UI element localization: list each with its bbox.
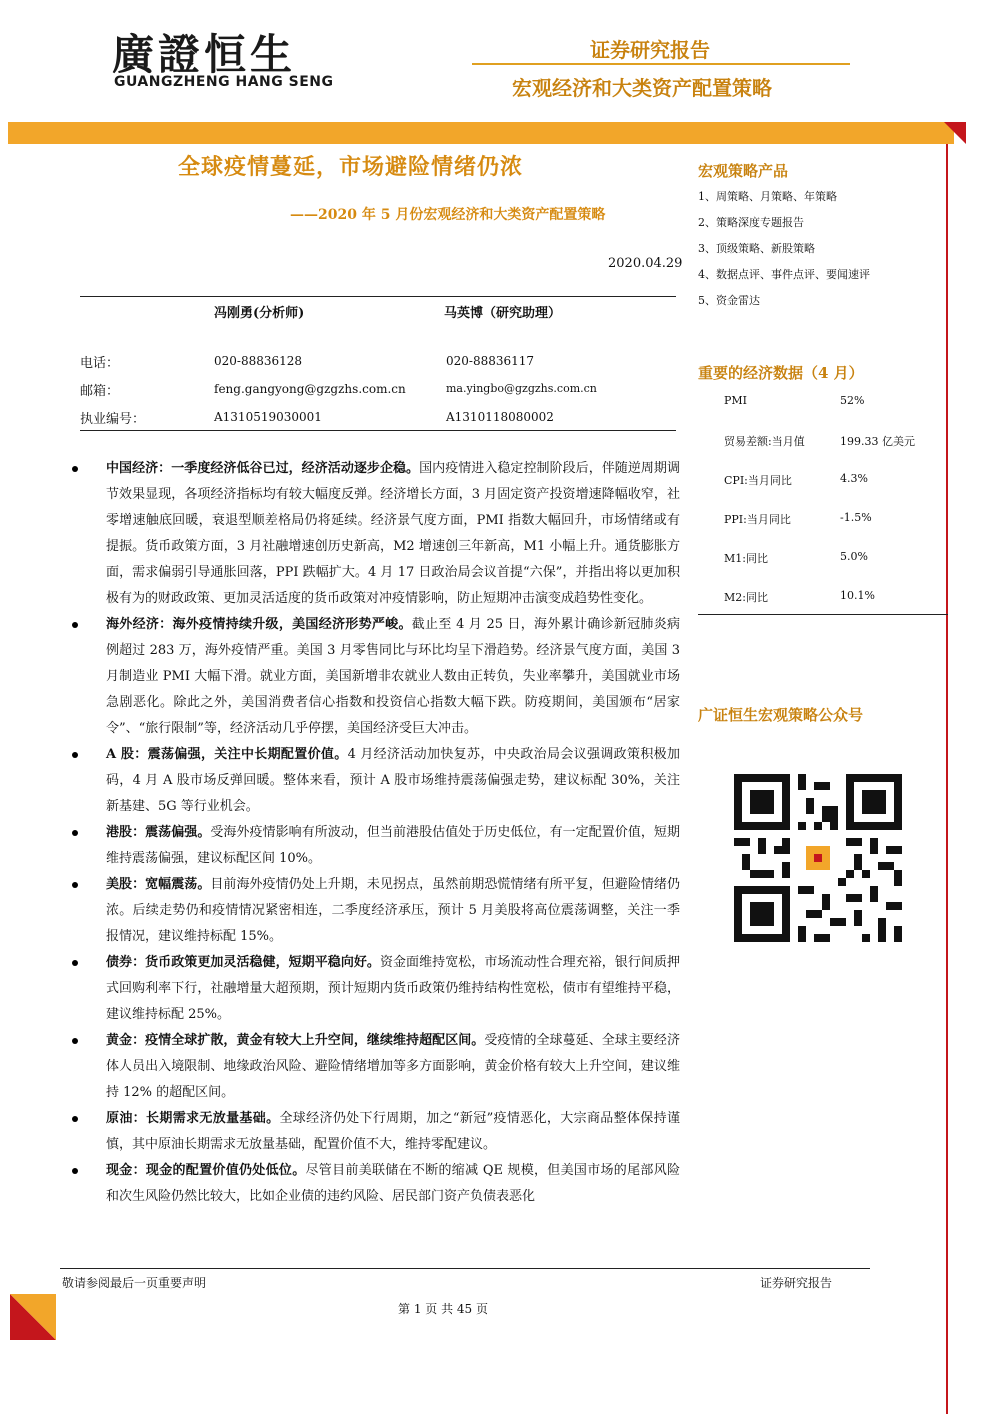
wechat-title: 广证恒生宏观策略公众号 [698,706,864,724]
bullet-dot-icon [72,466,78,472]
analyst-1-cert: A1310519030001 [214,410,322,424]
email-label: 邮箱： [80,384,120,399]
cert-label: 执业编号： [80,412,146,427]
header-band [8,122,954,144]
bullet-dot-icon [72,1168,78,1174]
bullet-dot-icon [72,960,78,966]
phone-label: 电话： [80,356,120,371]
footer-disclaimer: 敬请参阅最后一页重要声明 [62,1276,207,1290]
page-number: 第 1 页 共 45 页 [398,1302,488,1316]
product-item: 3、顶级策略、新股策略 [698,242,815,255]
product-item: 2、策略深度专题报告 [698,216,804,229]
product-item: 5、资金雷达 [698,294,760,307]
products-title: 宏观策略产品 [698,162,789,180]
bullet-dot-icon [72,752,78,758]
analyst-1-phone: 020-88836128 [214,354,303,368]
analyst-2-phone: 020-88836117 [446,354,535,368]
analyst-2-name: 马英博（研究助理） [444,306,562,321]
econ-table-rule [698,614,948,615]
qr-code-icon [734,774,902,942]
footer-rule [60,1268,870,1269]
logo-english: GUANGZHENG HANG SENG [114,74,334,90]
bullet-overseas-economy: 海外经济：海外疫情持续升级，美国经济形势严峻。截止至 4 月 25 日，海外累计确诊新冠肺炎病例超过 283 万，海外疫情严重。美国 3 月零售同比与环比均呈下滑趋势。经济景气度方面，美国 3 月制造业 PMI 大幅下滑。就业方面，美国新增非农就业人数由正转负，失业率攀升，美国就业市场急剧恶化。除此之外，美国消费者信心指数和投资信心指数大幅下跌。防疫期间，美国颁布“居家令”、“旅行限制”等，经济活动几乎停摆，美国经济受巨大冲击。 [70,612,680,742]
header-band-accent [944,122,966,144]
econ-data-title: 重要的经济数据（4 月） [698,364,864,382]
bullet-gold: 黄金：疫情全球扩散，黄金有较大上升空间，继续维持超配区间。受疫情的全球蔓延、全球主要经济体人员出入境限制、地缘政治风险、避险情绪增加等多方面影响，黄金价格有较大上升空间，建议维持 12% 的超配区间。 [70,1028,680,1106]
bullet-dot-icon [72,1116,78,1122]
analyst-bottom-rule [80,430,676,431]
bullet-us-shares: 美股：宽幅震荡。目前海外疫情仍处上升期，未见拐点，虽然前期恐慌情绪有所平复，但避险情绪仍浓。后续走势仍和疫情情况紧密相连，二季度经济承压，预计 5 月美股将高位震荡调整，关注一季报情况，建议维持标配 15%。 [70,872,680,950]
right-margin-rule [946,144,948,1414]
analyst-1-email[interactable]: feng.gangyong@gzgzhs.com.cn [214,382,406,396]
report-series: 宏观经济和大类资产配置策略 [512,76,772,100]
bullet-a-shares: A 股：震荡偏强，关注中长期配置价值。4 月经济活动加快复苏，中央政治局会议强调政策积极加码，4 月 A 股市场反弹回暖。整体来看，预计 A 股市场维持震荡偏强走势，建议标配 30%，关注新基建、5G 等行业机会。 [70,742,680,820]
footer-report-type: 证券研究报告 [760,1276,833,1290]
product-item: 4、数据点评、事件点评、要闻速评 [698,268,870,281]
report-date: 2020.04.29 [608,256,683,271]
bullet-dot-icon [72,1038,78,1044]
summary-bullets [70,456,680,1210]
analyst-2-email[interactable]: ma.yingbo@gzgzhs.com.cn [446,382,597,395]
bullet-hk-shares: 港股：震荡偏强。受海外疫情影响有所波动，但当前港股估值处于历史低位，有一定配置价值，短期维持震荡偏强，建议标配区间 10%。 [70,820,680,872]
analyst-2-cert: A1310118080002 [446,410,554,424]
report-subtitle: ——2020 年 5 月份宏观经济和大类资产配置策略 [290,207,606,223]
bullet-china-economy: 中国经济：一季度经济低谷已过，经济活动逐步企稳。国内疫情进入稳定控制阶段后，伴随逆周期调节效果显现，各项经济指标均有较大幅度反弹。经济增长方面，3 月固定资产投资增速降幅收窄，社零增速触底回暖，衰退型顺差格局仍将延续。经济景气度方面，PMI 指数大幅回升，市场情绪或有提振。货币政策方面，3 月社融增速创历史新高，M2 增速创三年新高，M1 小幅上升。通货膨胀方面，需求偏弱引导通胀回落，PPI 跌幅扩大。4 月 17 日政治局会议首提“六保”，并指出将以更加积极有为的财政政策、更加灵活适度的货币政策对冲疫情影响，防止短期冲击演变成趋势性变化。 [70,456,680,612]
bullet-cash: 现金：现金的配置价值仍处低位。尽管目前美联储在不断的缩减 QE 规模，但美国市场的尾部风险和次生风险仍然比较大，比如企业债的违约风险、居民部门资产负债表恶化 [70,1158,680,1210]
header-divider [472,63,850,65]
bullet-dot-icon [72,882,78,888]
bullet-dot-icon [72,622,78,628]
bullet-dot-icon [72,830,78,836]
product-item: 1、周策略、月策略、年策略 [698,190,837,203]
report-type: 证券研究报告 [590,38,710,62]
report-title: 全球疫情蔓延，市场避险情绪仍浓 [178,154,524,180]
analyst-1-name: 冯刚勇(分析师) [214,306,305,321]
logo-chinese: 廣證恒生 [112,30,297,79]
bullet-crude-oil: 原油：长期需求无放量基础。全球经济仍处下行周期，加之“新冠”疫情恶化，大宗商品整体保持谨慎，其中原油长期需求无放量基础，配置价值不大，维持零配建议。 [70,1106,680,1158]
analyst-top-rule [80,296,676,297]
corner-decoration [10,1294,56,1340]
bullet-bonds: 债券：货币政策更加灵活稳健，短期平稳向好。资金面维持宽松，市场流动性合理充裕，银行间质押式回购利率下行，社融增量大超预期，预计短期内货币政策仍维持结构性宽松，债市有望维持平稳，建议维持标配 25%。 [70,950,680,1028]
